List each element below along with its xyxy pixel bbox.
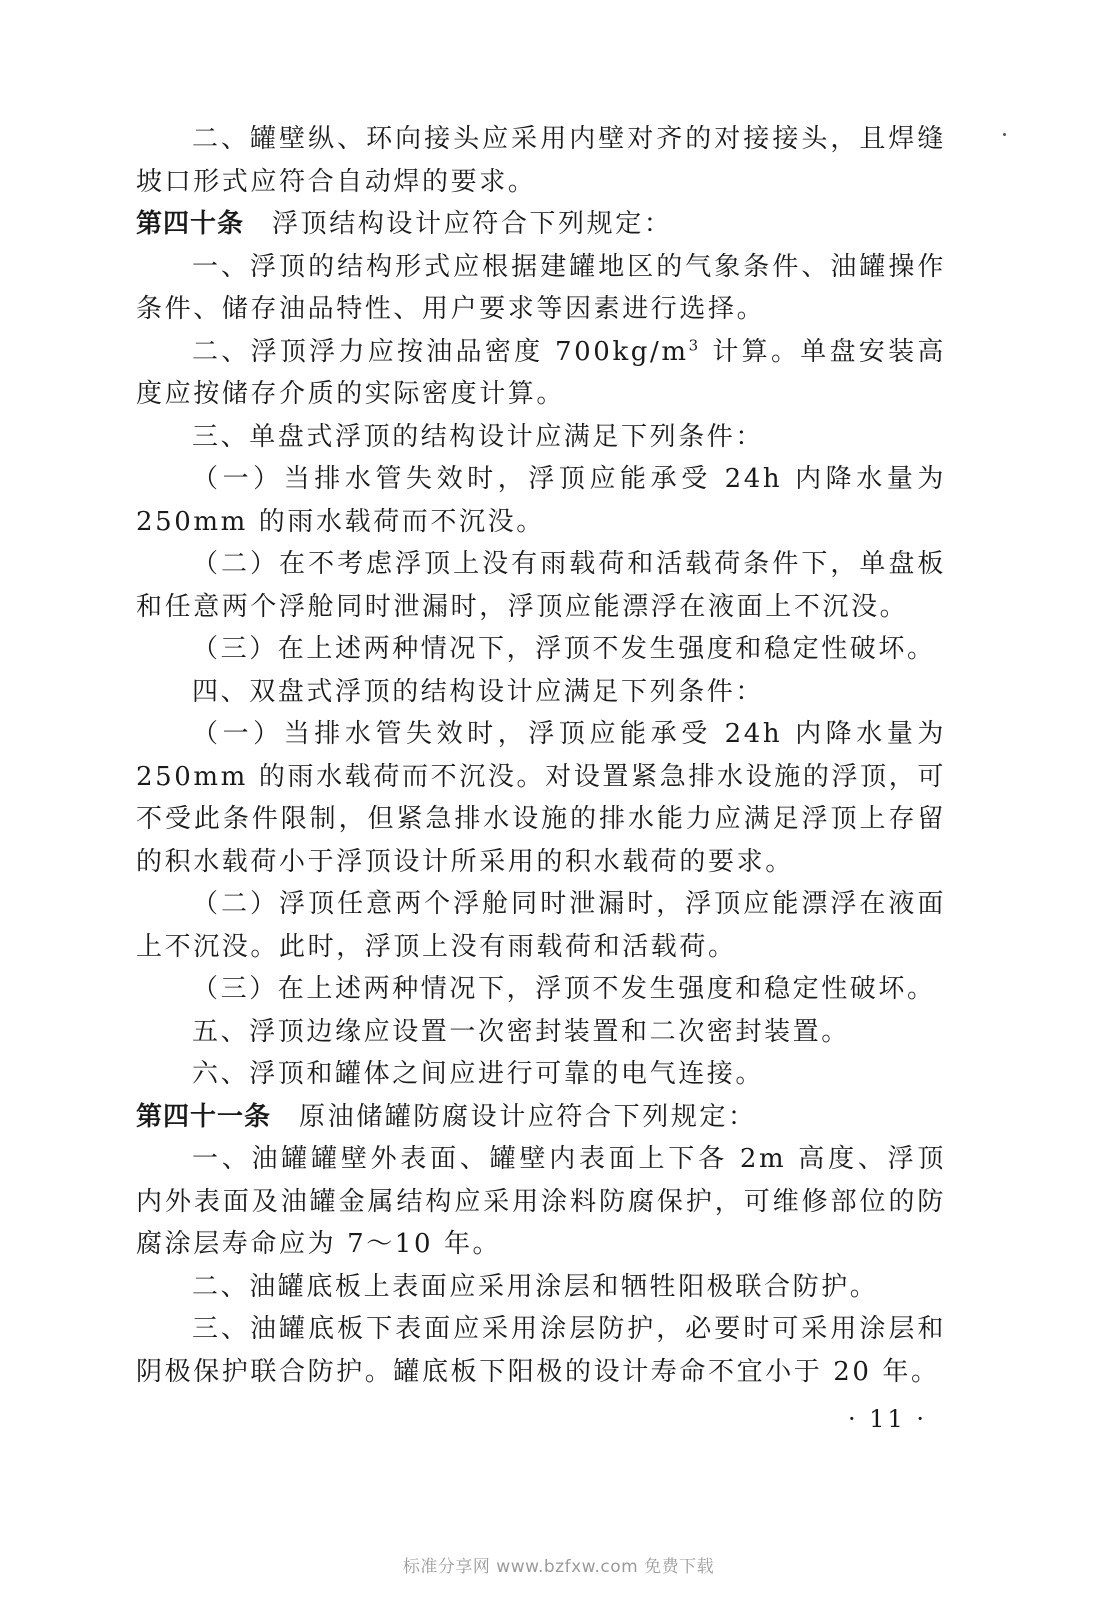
scan-speck	[1003, 133, 1006, 136]
paragraph-weld-joint: 二、罐壁纵、环向接头应采用内壁对齐的对接接头，且焊缝坡口形式应符合自动焊的要求。	[136, 124, 946, 197]
article-40-label: 第四十条	[136, 209, 245, 239]
paragraph-seal: 五、浮顶边缘应设置一次密封装置和二次密封装置。	[192, 1016, 850, 1047]
paragraph-buoyancy	[136, 331, 946, 416]
paragraph-coating: 一、油罐罐壁外表面、罐壁内表面上下各 2m 高度、浮顶内外表面及油罐金属结构应采用涂料防腐保护，可维修部位的防腐涂层寿命应为 7～10 年。	[136, 1144, 946, 1259]
article-41	[136, 1096, 946, 1139]
article-41-label: 第四十一条	[136, 1101, 272, 1132]
article-41-text: 原油储罐防腐设计应符合下列规定：	[299, 1101, 757, 1132]
paragraph-double-deck-3: （三）在上述两种情况下，浮顶不发生强度和稳定性破坏。	[192, 974, 936, 1004]
paragraph-double-deck-1: （一）当排水管失效时，浮顶应能承受 24h 内降水量为 250mm 的雨水载荷而不沉没。对设置紧急排水设施的浮顶，可不受此条件限制，但紧急排水设施的排水能力应满足浮顶上存留的积水载荷小于浮顶设计所采用的积水载荷的要求。	[136, 719, 946, 877]
paragraph-single-deck-1: （一）当排水管失效时，浮顶应能承受 24h 内降水量为 250mm 的雨水载荷而不沉没。	[136, 464, 946, 537]
article-40-text: 浮顶结构设计应符合下列规定：	[272, 209, 673, 239]
paragraph-single-deck-2: （二）在不考虑浮顶上没有雨载荷和活载荷条件下，单盘板和任意两个浮舱同时泄漏时，浮顶应能漂浮在液面上不沉没。	[136, 549, 946, 622]
paragraph-electrical: 六、浮顶和罐体之间应进行可靠的电气连接。	[192, 1059, 765, 1089]
document-body	[136, 118, 946, 1393]
buoyancy-text-after: 计算。单盘安装高度应按储存介质的实际密度计算。	[136, 336, 946, 409]
page-number: · 11 ·	[848, 1405, 928, 1433]
footer-watermark: 标准分享网 www.bzfxw.com 免费下载	[402, 1557, 715, 1577]
article-40	[136, 203, 946, 246]
paragraph-double-deck: 四、双盘式浮顶的结构设计应满足下列条件：	[192, 676, 765, 707]
buoyancy-text-before: 二、浮顶浮力应按油品密度 700kg/m	[192, 336, 689, 367]
paragraph-single-deck: 三、单盘式浮顶的结构设计应满足下列条件：	[192, 421, 765, 452]
paragraph-bottom-upper: 二、油罐底板上表面应采用涂层和牺牲阳极联合防护。	[192, 1271, 879, 1302]
paragraph-single-deck-3: （三）在上述两种情况下，浮顶不发生强度和稳定性破坏。	[192, 634, 936, 664]
paragraph-float-roof-form: 一、浮顶的结构形式应根据建罐地区的气象条件、油罐操作条件、储存油品特性、用户要求等因素进行选择。	[136, 251, 946, 324]
superscript-3: 3	[688, 335, 701, 354]
paragraph-double-deck-2: （二）浮顶任意两个浮舱同时泄漏时，浮顶应能漂浮在液面上不沉没。此时，浮顶上没有雨载荷和活载荷。	[136, 889, 946, 962]
paragraph-bottom-lower: 三、油罐底板下表面应采用涂层防护，必要时可采用涂层和阴极保护联合防护。罐底板下阳极的设计寿命不宜小于 20 年。	[136, 1314, 946, 1387]
